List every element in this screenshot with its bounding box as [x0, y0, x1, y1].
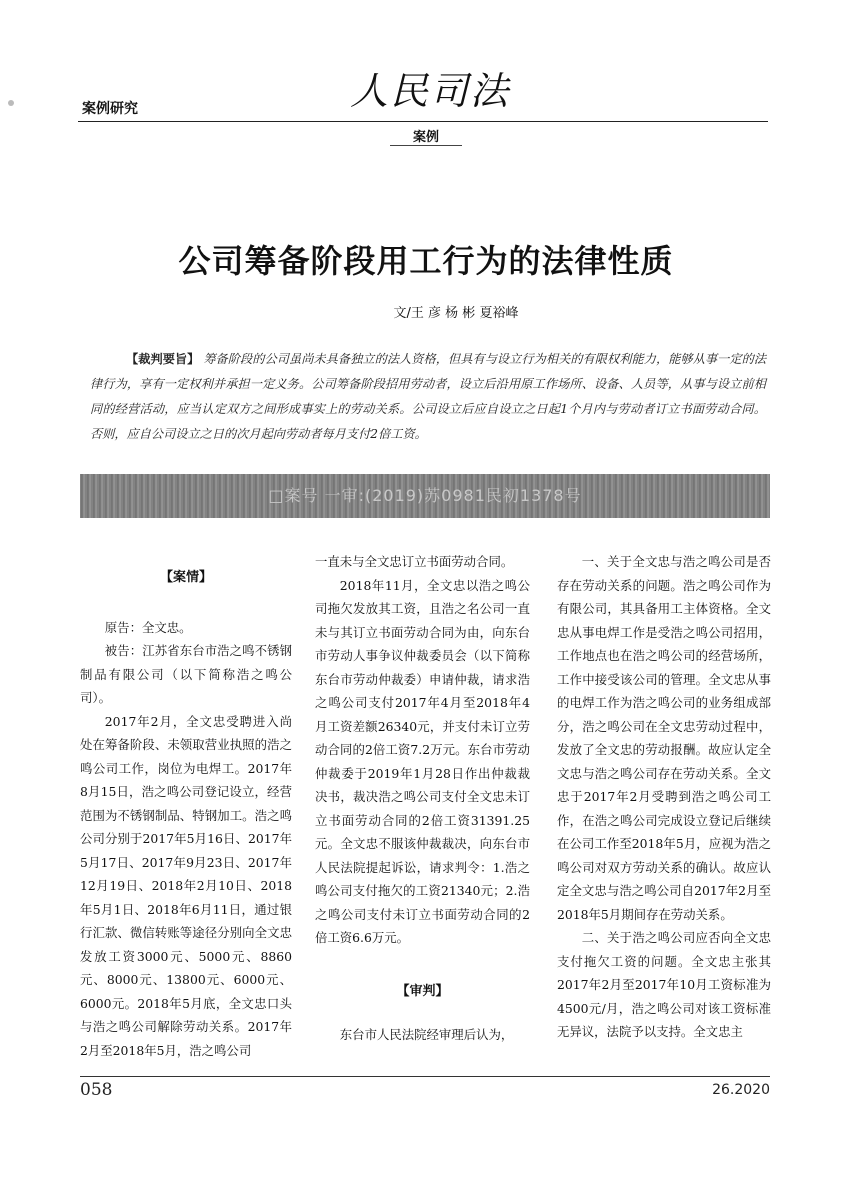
column-label: 案例研究 [82, 101, 138, 117]
plaintiff-paragraph: 原告：全文忠。 [104, 619, 192, 635]
facts-paragraph: 2017年2月，全文忠受聘进入尚处在筹备阶段、未领取营业执照的浩之鸣公司工作，岗位为电焊工。2017年8月15日，浩之鸣公司登记设立，经营范围为不锈钢制品、特钢加工。浩之鸣公司分别于2017年5月16日、2017年5月17日、2017年9月23日、2017年12月19日、2018年2月10日、2018年5月1日、2018年6月11日，通过银行汇款、微信转账等途径分别向全文忠发放工资3000元、5000元、8860元、8000元、13800元、6000元、6000元。2018年5月底，全文忠口头与浩之鸣公司解除劳动关系。2017年2月至2018年5月，浩之鸣公司 [80, 713, 292, 1058]
issue-number: 26.2020 [712, 1082, 770, 1098]
procedure-paragraph: 2018年11月，全文忠以浩之鸣公司拖欠发放其工资，且浩之名公司一直未与其订立书面劳动合同为由，向东台市劳动人事争议仲裁委员会（以下简称东台市劳动仲裁委）申请仲裁，请求浩之鸣公司支付2017年4月至2018年4月工资差额26340元，并支付未订立劳动合同的2倍工资7.2万元。东台市劳动仲裁委于2019年1月28日作出仲裁裁决书，裁决浩之鸣公司支付全文忠未订立书面劳动合同的2倍工资31391.25元。全文忠不服该仲裁裁决，向东台市人民法院提起诉讼，请求判令：1.浩之鸣公司支付拖欠的工资21340元；2.浩之鸣公司支付未订立书面劳动合同的2倍工资6.6万元。 [315, 577, 530, 945]
case-number-banner [80, 474, 770, 518]
court-opinion-intro: 东台市人民法院经审理后认为， [339, 1027, 514, 1042]
scan-speck [8, 100, 14, 106]
article-title: 公司筹备阶段用工行为的法律性质 [178, 242, 674, 280]
page-number: 058 [80, 1080, 113, 1100]
right-column [557, 550, 771, 1044]
case-facts-heading: 【案情】 [159, 570, 212, 585]
journal-masthead: 人民司法 [349, 69, 510, 113]
middle-column [315, 550, 530, 1047]
header-rule [78, 121, 768, 122]
section-rule [390, 145, 462, 146]
labor-relation-paragraph: 一、关于全文忠与浩之鸣公司是否存在劳动关系的问题。浩之鸣公司作为有限公司，其具备用工主体资格。全文忠从事电焊工作是受浩之鸣公司招用，工作地点也在浩之鸣公司的经营场所，工作中接受该公司的管理。全文忠从事的电焊工作为浩之鸣公司的业务组成部分，浩之鸣公司在全文忠劳动过程中，发放了全文忠的劳动报酬。故应认定全文忠与浩之鸣公司存在劳动关系。全文忠于2017年2月受聘到浩之鸣公司工作，在浩之鸣公司完成设立登记后继续在公司工作至2018年5月，应视为浩之鸣公司对双方劳动关系的确认。故应认定全文忠与浩之鸣公司自2017年2月至2018年5月期间存在劳动关系。 [557, 554, 771, 922]
middle-continuation: 一直未与全文忠订立书面劳动合同。 [315, 554, 514, 569]
case-number-text: □案号 一审:(2019)苏0981民初1378号 [268, 486, 582, 505]
abstract-label: 【裁判要旨】 [126, 352, 200, 366]
left-column [80, 566, 292, 1062]
article-abstract [90, 347, 766, 447]
judgment-heading: 【审判】 [396, 983, 449, 999]
abstract-text: 筹备阶段的公司虽尚未具备独立的法人资格，但具有与设立行为相关的有限权利能力，能够从事一定的法律行为，享有一定权利并承担一定义务。公司筹备阶段招用劳动者，设立后沿用原工作场所、设备、人员等，从事与设立前相同的经营活动，应当认定双方之间形成事实上的劳动关系。公司设立后应自设立之日起1个月内与劳动者订立书面劳动合同。否则，应自公司设立之日的次月起向劳动者每月支付2倍工资。 [90, 352, 767, 441]
section-label: 案例 [412, 130, 439, 145]
footer-rule [80, 1076, 770, 1077]
unpaid-wages-paragraph: 二、关于浩之鸣公司应否向全文忠支付拖欠工资的问题。全文忠主张其2017年2月至2017年10月工资标准为4500元/月，浩之鸣公司对该工资标准无异议，法院予以支持。全文忠主 [557, 930, 771, 1039]
defendant-paragraph: 被告：江苏省东台市浩之鸣不锈钢制品有限公司（以下简称浩之鸣公司）。 [80, 643, 292, 705]
article-byline: 文/王 彦 杨 彬 夏裕峰 [393, 306, 519, 321]
